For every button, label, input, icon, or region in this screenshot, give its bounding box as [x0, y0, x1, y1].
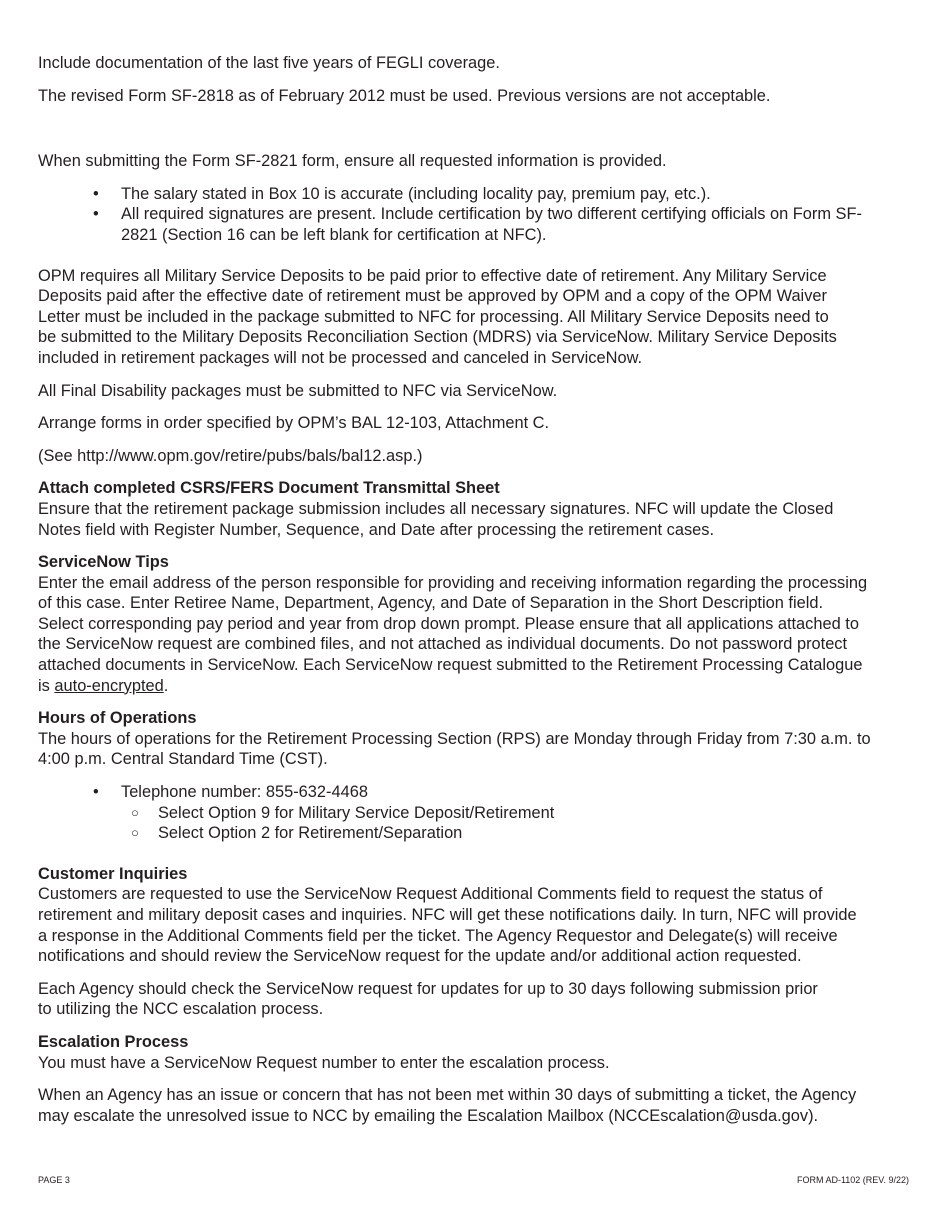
military-deposit-paragraph: OPM requires all Military Service Deposits to be paid prior to effective date of retirement. Any Military Service Deposits paid after the effective date of retirement must be approved by OPM and a copy of the OPM Waiver Letter must be included in the package submitted to NFC for processing. All Military Service Deposits need to be submitted to the Military Deposits Reconciliation Section (MDRS) via ServiceNow. Military Service Deposits included in retirement packages will not be processed and canceled in ServiceNow.: [38, 266, 837, 367]
circle-bullet-icon: ○: [131, 804, 139, 820]
bullet-icon: •: [93, 205, 99, 224]
servicenow-tips-section: ServiceNow Tips Enter the email address of the person responsible for providing and receiving information regarding the processing of this case. Enter Retiree Name, Department, Agency, and Date of Separation in the Short Description field. Select corresponding pay period and year from drop down prompt. Please ensure that all applications attached to the ServiceNow request are combined files, and not attached as individual documents. Do not password protect attached documents in ServiceNow. Each ServiceNow request submitted to the Retirement Processing Catalogue is auto-encrypted.: [38, 552, 910, 696]
telephone-number: Telephone number: 855-632-4468: [121, 783, 368, 802]
page-number: PAGE 3: [38, 1175, 70, 1185]
sf2821-bullet-list: [38, 184, 910, 246]
escalation-issue-paragraph: When an Agency has an issue or concern that has not been met within 30 days of submitting a ticket, the Agency may escalate the unresolved issue to NCC by emailing the Escalation Mailbox (NCCEscalation@usda.gov).: [38, 1086, 857, 1125]
list-item: ○ Select Option 2 for Retirement/Separation: [131, 824, 463, 843]
form-number: FORM AD-1102 (REV. 9/22): [796, 1175, 909, 1185]
sf2818-paragraph: The revised Form SF-2818 as of February 2012 must be used. Previous versions are not acceptable.: [38, 86, 771, 105]
sf2821-intro: When submitting the Form SF-2821 form, ensure all requested information is provided.: [38, 152, 667, 171]
list-item: ○ Select Option 9 for Military Service Deposit/Retirement: [131, 803, 555, 822]
fegli-paragraph: Include documentation of the last five years of FEGLI coverage.: [38, 54, 500, 72]
transmittal-section: Attach completed CSRS/FERS Document Transmittal Sheet Ensure that the retirement package submission includes all necessary signatures. NFC will update the Closed Notes field with Register Number, Sequence, and Date after processing the retirement cases.: [38, 478, 910, 540]
section-heading: ServiceNow Tips: [38, 553, 169, 572]
phone-list: [38, 782, 910, 844]
list-item: [38, 782, 910, 803]
circle-bullet-icon: ○: [131, 825, 139, 841]
page-content: [38, 50, 910, 1126]
section-heading: Customer Inquiries: [38, 864, 188, 883]
check-updates-paragraph: Each Agency should check the ServiceNow request for updates for up to 30 days following submission prior to utilizing the NCC escalation process.: [38, 979, 818, 1019]
bullet-icon: •: [93, 184, 99, 203]
auto-encrypted-link[interactable]: auto-encrypted: [54, 676, 164, 695]
escalation-section: Escalation Process You must have a ServiceNow Request number to enter the escalation process. When an Agency has an issue or concern that has not been met within 30 days of submitting a ticket, the Agency may escalate the unresolved issue to NCC by emailing the Escalation Mailbox (NCCEscalation@usda.gov).: [38, 1032, 910, 1126]
opm-link-paragraph: (See http://www.opm.gov/retire/pubs/bals/bal12.asp.): [38, 446, 423, 465]
hours-section: Hours of Operations The hours of operations for the Retirement Processing Section (RPS) are Monday through Friday from 7:30 a.m. to 4:00 p.m. Central Standard Time (CST). • Telephone number: 855-632-4468 ○ Select Option 9 for Military Service Deposit/Retirement ○ Select Option 2 for Retirement/Separation: [38, 708, 910, 844]
section-heading: Attach completed CSRS/FERS Document Transmittal Sheet: [38, 479, 500, 498]
section-heading: Hours of Operations: [38, 709, 197, 728]
list-item: • All required signatures are present. Include certification by two different certifying officials on Form SF- 2821 (Section 16 can be left blank for certification at NFC).: [93, 205, 862, 244]
list-item: • The salary stated in Box 10 is accurate (including locality pay, premium pay, etc.).: [93, 184, 711, 203]
bullet-icon: •: [93, 783, 99, 802]
disability-paragraph: All Final Disability packages must be submitted to NFC via ServiceNow.: [38, 381, 558, 400]
arrange-paragraph: Arrange forms in order specified by OPM’s BAL 12-103, Attachment C.: [38, 414, 550, 433]
customer-inquiries-section: Customer Inquiries Customers are requested to use the ServiceNow Request Additional Comments field to request the status of retirement and military deposit cases and inquiries. NFC will get these notifications daily. In turn, NFC will provide a response in the Additional Comments field per the ticket. The Agency Requestor and Delegate(s) will receive notifications and should review the ServiceNow request for the update and/or additional action requested. Each Agency should check the ServiceNow request for updates for up to 30 days following submission prior to utilizing the NCC escalation process.: [38, 864, 910, 1020]
section-heading: Escalation Process: [38, 1032, 189, 1051]
